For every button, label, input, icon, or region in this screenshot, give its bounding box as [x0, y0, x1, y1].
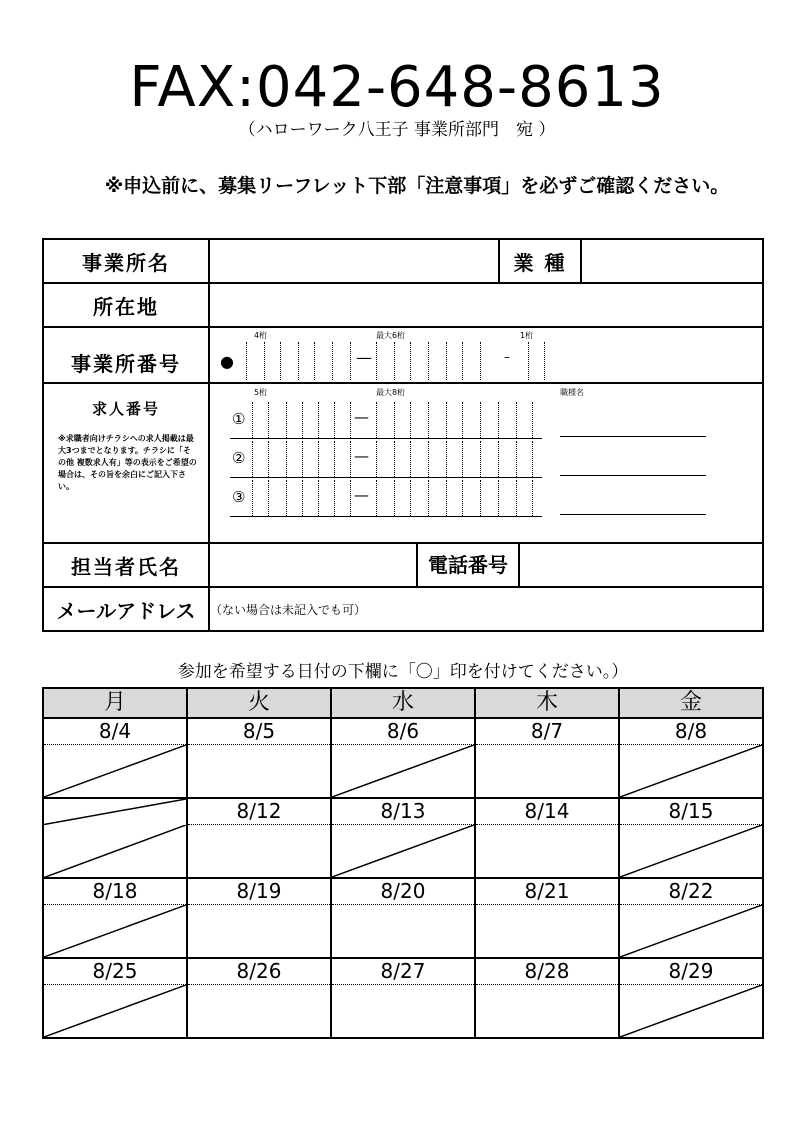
- unavailable-slash: [332, 825, 474, 877]
- calendar-slot: [43, 985, 187, 1039]
- calendar-slot: [43, 745, 187, 799]
- office-digit-divider: [332, 342, 333, 380]
- calendar-date: 8/13: [331, 798, 475, 825]
- calendar-date: 8/26: [187, 958, 331, 985]
- job-row-mark: ①: [232, 410, 246, 428]
- calendar-slot[interactable]: [475, 985, 619, 1039]
- calendar-slot[interactable]: [187, 825, 331, 879]
- unavailable-slash: [44, 905, 186, 957]
- application-form: [42, 238, 764, 632]
- job-digit-divider: [286, 441, 287, 477]
- job-digit-divider: [302, 441, 303, 477]
- job-digit-divider: [318, 441, 319, 477]
- calendar-slot[interactable]: [331, 985, 475, 1039]
- job-digit-divider: [252, 441, 253, 477]
- job-digit-divider: [462, 441, 463, 477]
- job-digit-divider: [410, 441, 411, 477]
- contact-name-label: 担当者氏名: [43, 543, 209, 587]
- calendar-date: [43, 798, 187, 825]
- calendar-date: 8/5: [187, 718, 331, 745]
- job-digit-divider: [394, 441, 395, 477]
- calendar-date: 8/12: [187, 798, 331, 825]
- calendar-slot[interactable]: [475, 825, 619, 879]
- job-digit-divider: [334, 402, 335, 438]
- job-digit-divider: [268, 441, 269, 477]
- calendar-slot[interactable]: [187, 905, 331, 959]
- job-digit-divider: [516, 402, 517, 438]
- calendar-table: [42, 687, 764, 1039]
- job-digit-divider: [462, 480, 463, 516]
- job-digit-divider: [286, 480, 287, 516]
- address-field[interactable]: [209, 283, 763, 327]
- addressee: （ハローワーク八王子 事業所部門 宛 ）: [238, 120, 556, 140]
- calendar-slot: [619, 825, 763, 879]
- office-digit-divider: [246, 342, 247, 380]
- calendar-date: 8/15: [619, 798, 763, 825]
- calendar-date: 8/21: [475, 878, 619, 905]
- job-digit-divider: [350, 480, 351, 516]
- unavailable-slash: [620, 905, 762, 957]
- job-digit-divider: [428, 480, 429, 516]
- unavailable-slash: [44, 985, 186, 1037]
- calendar-date: 8/27: [331, 958, 475, 985]
- weekday-header: 月: [43, 688, 187, 718]
- address-label: 所在地: [43, 283, 209, 327]
- phone-label: 電話番号: [416, 544, 520, 586]
- job-digit-divider: [446, 480, 447, 516]
- job-digit-divider: [268, 402, 269, 438]
- unavailable-slash: [44, 825, 186, 878]
- job-digit-divider: [480, 480, 481, 516]
- contact-name-field[interactable]: [210, 544, 416, 586]
- office-hint-1: 1桁: [520, 331, 534, 340]
- office-hint-6: 最大6桁: [376, 331, 406, 340]
- job-digit-divider: [394, 480, 395, 516]
- job-digit-divider: [498, 402, 499, 438]
- unavailable-slash: [332, 745, 474, 797]
- unavailable-slash: [620, 745, 762, 797]
- job-digit-divider: [410, 402, 411, 438]
- job-digit-divider: [532, 441, 533, 477]
- calendar-slot[interactable]: [187, 745, 331, 799]
- job-row-mark: ②: [232, 449, 246, 467]
- job-digit-divider: [350, 441, 351, 477]
- calendar-date: 8/25: [43, 958, 187, 985]
- job-row-line: [230, 438, 542, 439]
- office-small-dash: –: [504, 350, 510, 364]
- calendar-date: 8/19: [187, 878, 331, 905]
- fax-number: FAX:042-648-8613: [129, 55, 665, 120]
- unavailable-slash: [44, 745, 186, 797]
- office-digit-divider: [528, 342, 529, 380]
- calendar-date: 8/7: [475, 718, 619, 745]
- office-hint-4: 4桁: [254, 331, 268, 340]
- notice: ※申込前に、募集リーフレット下部「注意事項」を必ずご確認ください。: [104, 175, 730, 197]
- office-digit-divider: [480, 342, 481, 380]
- job-number-label-cell: [43, 383, 209, 543]
- job-digit-divider: [446, 402, 447, 438]
- weekday-header: 水: [331, 688, 475, 718]
- job-row-line: [230, 477, 542, 478]
- job-row-line: [230, 516, 542, 517]
- job-digit-divider: [376, 480, 377, 516]
- job-digit-divider: [318, 480, 319, 516]
- job-row-dash: —: [354, 447, 369, 465]
- job-digit-divider: [498, 441, 499, 477]
- industry-field[interactable]: [581, 239, 763, 283]
- calendar-slot: [43, 825, 187, 879]
- office-digit-divider: [544, 342, 545, 380]
- unavailable-slash: [620, 825, 762, 877]
- office-digit-divider: [264, 342, 265, 380]
- job-digit-divider: [302, 480, 303, 516]
- office-digit-divider: [410, 342, 411, 380]
- job-digit-divider: [286, 402, 287, 438]
- calendar-slot[interactable]: [475, 745, 619, 799]
- office-digit-divider: [428, 342, 429, 380]
- calendar-date: 8/14: [475, 798, 619, 825]
- office-digit-divider: [376, 342, 377, 380]
- job-row-mark: ③: [232, 488, 246, 506]
- office-bullet: ●: [220, 352, 234, 371]
- calendar-date: 8/22: [619, 878, 763, 905]
- job-digit-divider: [394, 402, 395, 438]
- email-field[interactable]: [209, 587, 763, 631]
- office-dash: —: [356, 348, 372, 367]
- unavailable-slash: [620, 985, 762, 1037]
- calendar-date: 8/29: [619, 958, 763, 985]
- job-title-line[interactable]: [560, 436, 706, 437]
- job-digit-divider: [428, 441, 429, 477]
- job-hint-8: 最大8桁: [376, 388, 406, 397]
- calendar-caption: 参加を希望する日付の下欄に「〇」印を付けてください。）: [177, 662, 629, 682]
- job-digit-divider: [480, 402, 481, 438]
- calendar-slot: [619, 985, 763, 1039]
- office-digit-divider: [446, 342, 447, 380]
- calendar-date: 8/6: [331, 718, 475, 745]
- job-digit-divider: [498, 480, 499, 516]
- weekday-header: 火: [187, 688, 331, 718]
- weekday-header: 木: [475, 688, 619, 718]
- job-digit-divider: [410, 480, 411, 516]
- calendar-date: 8/8: [619, 718, 763, 745]
- calendar-slot: [331, 745, 475, 799]
- office-number-label: 事業所番号: [43, 327, 209, 383]
- email-label: メールアドレス: [43, 587, 209, 631]
- company-name-label: 事業所名: [43, 239, 209, 283]
- calendar-slot: [619, 905, 763, 959]
- office-digit-divider: [298, 342, 299, 380]
- job-digit-divider: [462, 402, 463, 438]
- job-digit-divider: [268, 480, 269, 516]
- calendar-slot: [619, 745, 763, 799]
- calendar-date: 8/28: [475, 958, 619, 985]
- job-digit-divider: [376, 402, 377, 438]
- office-digit-divider: [280, 342, 281, 380]
- job-digit-divider: [376, 441, 377, 477]
- job-note: ※求職者向けチラシへの求人掲載は最大3つまでとなります。チラシに「その他 複数求人有」等の表示をご希望の場合は、その旨を余白にご記入下さい。: [58, 434, 197, 491]
- job-digit-divider: [532, 480, 533, 516]
- job-title-line[interactable]: [560, 475, 706, 476]
- office-digit-divider: [350, 342, 351, 380]
- job-digit-divider: [480, 441, 481, 477]
- calendar-slot[interactable]: [331, 905, 475, 959]
- office-number-field[interactable]: [209, 327, 763, 383]
- job-digit-divider: [428, 402, 429, 438]
- job-digit-divider: [516, 480, 517, 516]
- calendar-date: 8/18: [43, 878, 187, 905]
- job-digit-divider: [532, 402, 533, 438]
- calendar-slot: [331, 825, 475, 879]
- job-title-line[interactable]: [560, 514, 706, 515]
- job-hint-5: 5桁: [254, 388, 268, 397]
- job-title-hint: 職種名: [560, 388, 584, 397]
- calendar-slot: [43, 905, 187, 959]
- job-digit-divider: [302, 402, 303, 438]
- job-digit-divider: [516, 441, 517, 477]
- job-digit-divider: [350, 402, 351, 438]
- company-name-field[interactable]: [209, 239, 499, 283]
- calendar-slot[interactable]: [475, 905, 619, 959]
- calendar-date: 8/4: [43, 718, 187, 745]
- office-digit-divider: [394, 342, 395, 380]
- email-note: （ない場合は未記入でも可）: [210, 602, 367, 617]
- calendar-date: 8/20: [331, 878, 475, 905]
- job-digit-divider: [334, 441, 335, 477]
- office-digit-divider: [462, 342, 463, 380]
- job-row-dash: —: [354, 408, 369, 426]
- calendar-slot[interactable]: [187, 985, 331, 1039]
- job-digit-divider: [252, 402, 253, 438]
- contact-row: [209, 543, 763, 587]
- weekday-header: 金: [619, 688, 763, 718]
- phone-field[interactable]: [520, 544, 762, 586]
- job-digit-divider: [334, 480, 335, 516]
- office-digit-divider: [314, 342, 315, 380]
- job-digit-divider: [446, 441, 447, 477]
- job-digit-divider: [252, 480, 253, 516]
- job-number-field[interactable]: [209, 383, 763, 543]
- job-digit-divider: [318, 402, 319, 438]
- industry-label: 業 種: [499, 239, 581, 283]
- job-number-label: 求人番号: [91, 400, 160, 418]
- job-row-dash: —: [354, 486, 369, 504]
